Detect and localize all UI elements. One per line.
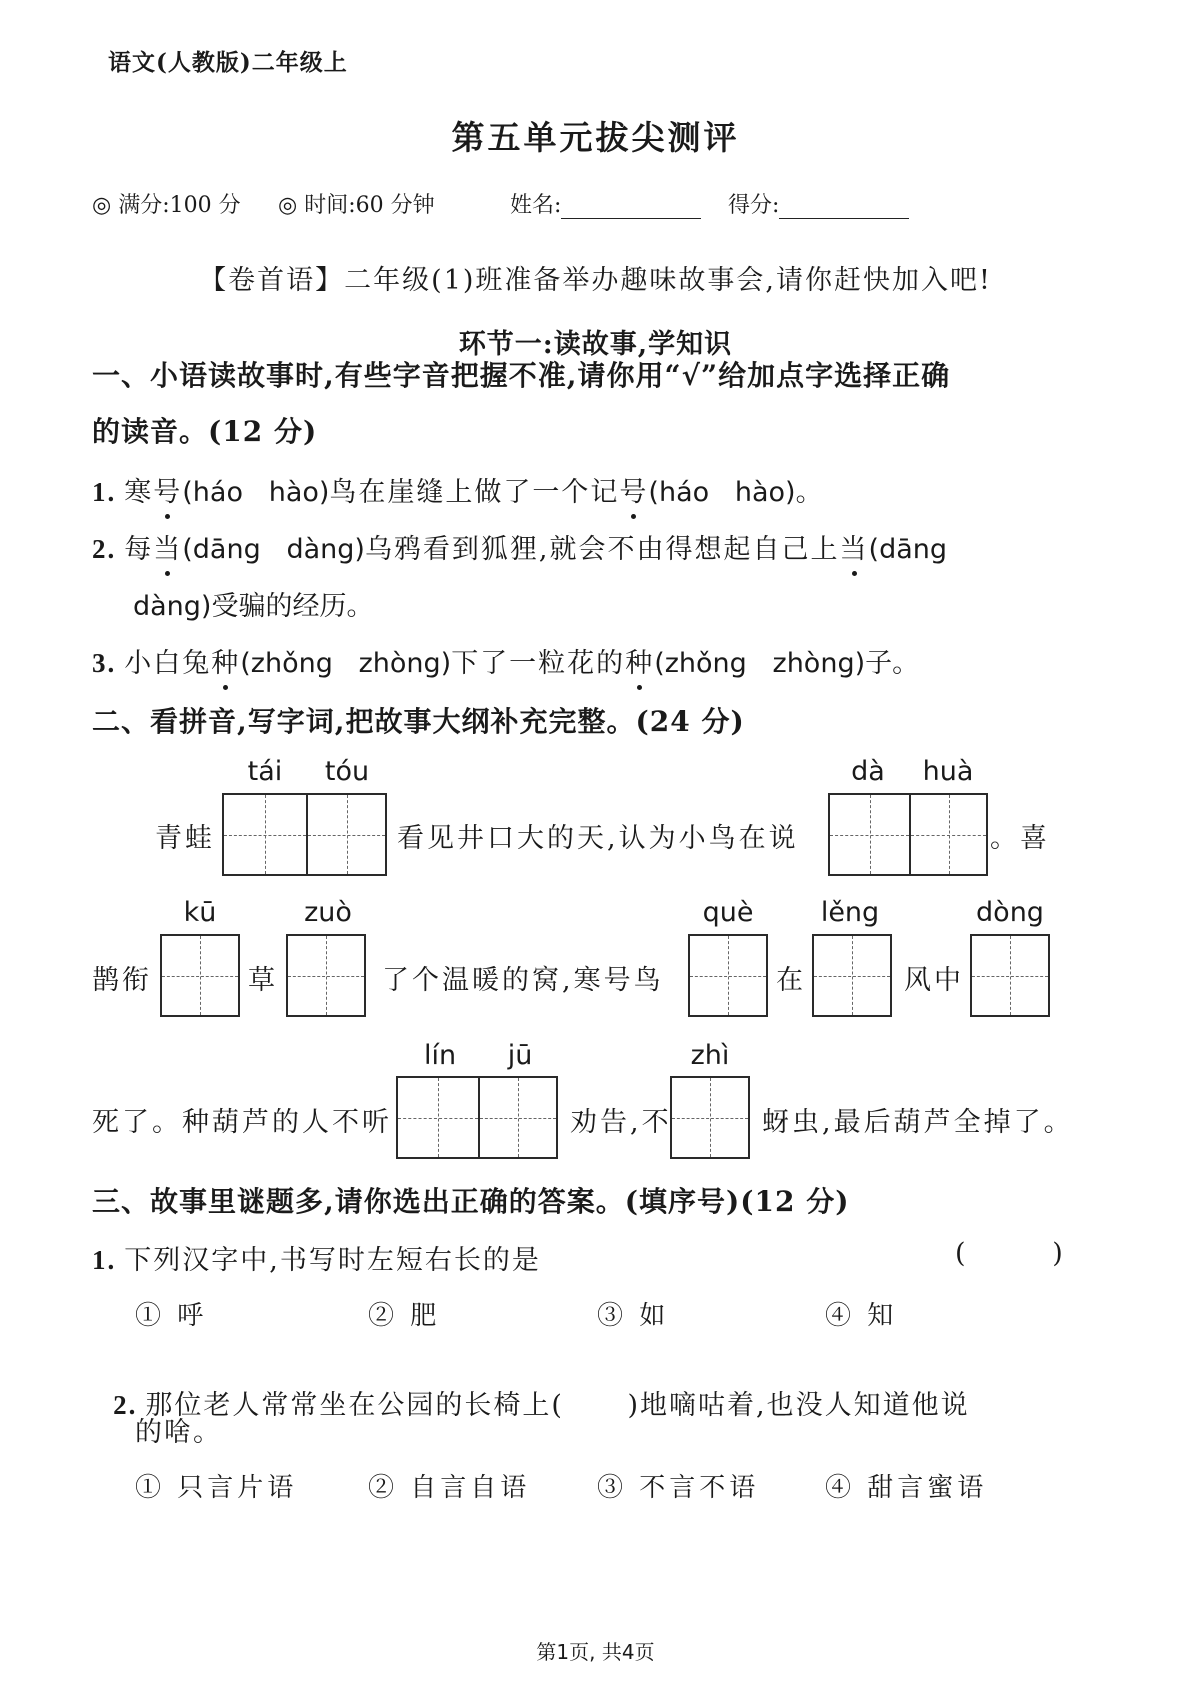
name-label: 姓名: [510,193,562,218]
page-number: 第1页, 共4页 [536,1640,655,1664]
story-text: 。喜 [990,823,1050,854]
pinyin-choice[interactable]: (háo hào)。 [648,477,823,508]
dotted-char: 种 [625,641,654,680]
story-text: 草 [248,965,278,996]
writing-grid-1[interactable] [688,934,768,1017]
option-item[interactable]: ③ 不言不语 [597,1473,760,1503]
q2-heading: 二、看拼音,写字词,把故事大纲补充完整。(24 分) [92,705,745,738]
option-item[interactable]: ④ 知 [825,1301,898,1331]
answer-bracket[interactable]: ( ) [955,1238,1065,1269]
pinyin-choice[interactable]: (háo hào) [182,477,330,508]
writing-grid-2[interactable] [222,793,387,876]
subject-header: 语文(人教版)二年级上 [108,49,348,76]
pinyin-label: dòng [976,897,1044,928]
option-item[interactable]: ③ 如 [597,1301,670,1331]
q1-item-3: 3. 小白兔种(zhǒng zhòng)下了一粒花的种(zhǒng zhòng)子。 [92,641,919,680]
q3-item-2: 2. 那位老人常常坐在公园的长椅上( )地嘀咕着,也没人知道他说 [113,1390,970,1421]
q1-heading-line2: 的读音。(12 分) [92,415,318,448]
page-title: 第五单元拔尖测评 [451,118,740,157]
pinyin-choice[interactable]: (dāng [868,534,947,565]
writing-grid-2[interactable] [396,1076,558,1159]
pinyin-label: kū [183,897,217,928]
pinyin-label: lěng [820,897,880,928]
pinyin-label: tóu [324,756,370,787]
name-field[interactable] [510,188,701,219]
pinyin-label: zhì [690,1040,730,1071]
story-text: 看见井口大的天,认为小鸟在说 [397,823,799,854]
score-label: 得分: [728,193,780,218]
q1-item-2: 2. 每当(dāng dàng)乌鸦看到狐狸,就会不由得想起自己上当(dāng [92,527,947,566]
story-text: 了个温暖的窝,寒号鸟 [382,965,664,996]
option-item[interactable]: ① 只言片语 [135,1473,298,1503]
q3-heading: 三、故事里谜题多,请你选出正确的答案。(填序号)(12 分) [92,1185,850,1218]
writing-grid-1[interactable] [286,934,366,1017]
dotted-char: 种 [211,641,240,680]
q1-heading-line1: 一、小语读故事时,有些字音把握不准,请你用“√”给加点字选择正确 [92,359,951,392]
pinyin-label: jū [507,1040,533,1071]
pinyin-choice[interactable]: (zhǒng zhòng)子。 [654,648,920,679]
writing-grid-1[interactable] [970,934,1050,1017]
q1-item-2-cont: dàng)受骗的经历。 [133,591,374,622]
story-text: 青蛙 [155,823,215,854]
story-text: 劝告,不 [570,1107,672,1138]
pinyin-label: lín [423,1040,457,1071]
pinyin-label: huà [922,756,974,787]
writing-grid-1[interactable] [812,934,892,1017]
writing-grid-1[interactable] [160,934,240,1017]
dotted-char: 号 [619,470,648,509]
pinyin-label: què [702,897,754,928]
q1-item-1: 1. 寒号(háo hào)鸟在崖缝上做了一个记号(háo hào)。 [92,470,823,509]
story-text: 风中 [904,965,964,996]
writing-grid-1[interactable] [670,1076,750,1159]
option-item[interactable]: ① 呼 [135,1301,208,1331]
q3-item-1: 1. 下列汉字中,书写时左短右长的是 [92,1245,541,1276]
story-text: 死了。种葫芦的人不听 [92,1107,392,1138]
dotted-char: 号 [153,470,182,509]
time-limit: ◎ 时间:60 分钟 [278,193,435,218]
pinyin-choice[interactable]: (dāng dàng) [182,534,365,565]
writing-grid-2[interactable] [828,793,988,876]
option-item[interactable]: ② 自言自语 [368,1473,531,1503]
score-field[interactable] [728,188,909,219]
q3-item-2-cont: 的啥。 [135,1417,222,1448]
dotted-char: 当 [840,527,869,566]
name-blank[interactable] [561,194,701,219]
pinyin-label: dà [851,756,885,787]
story-text: 蚜虫,最后葫芦全掉了。 [762,1107,1074,1138]
pinyin-label: tái [247,756,283,787]
option-item[interactable]: ④ 甜言蜜语 [825,1473,988,1503]
pinyin-choice[interactable]: (zhǒng zhòng) [240,648,452,679]
story-text: 在 [776,965,806,996]
story-text: 鹊衔 [92,965,152,996]
score-blank[interactable] [779,194,909,219]
preface: 【卷首语】二年级(1)班准备举办趣味故事会,请你赶快加入吧! [199,265,992,296]
full-score: ◎ 满分:100 分 [92,193,241,218]
option-item[interactable]: ② 肥 [368,1301,441,1331]
pinyin-label: zuò [304,897,352,928]
segment-title: 环节一:读故事,学知识 [458,329,733,360]
dotted-char: 当 [153,527,182,566]
